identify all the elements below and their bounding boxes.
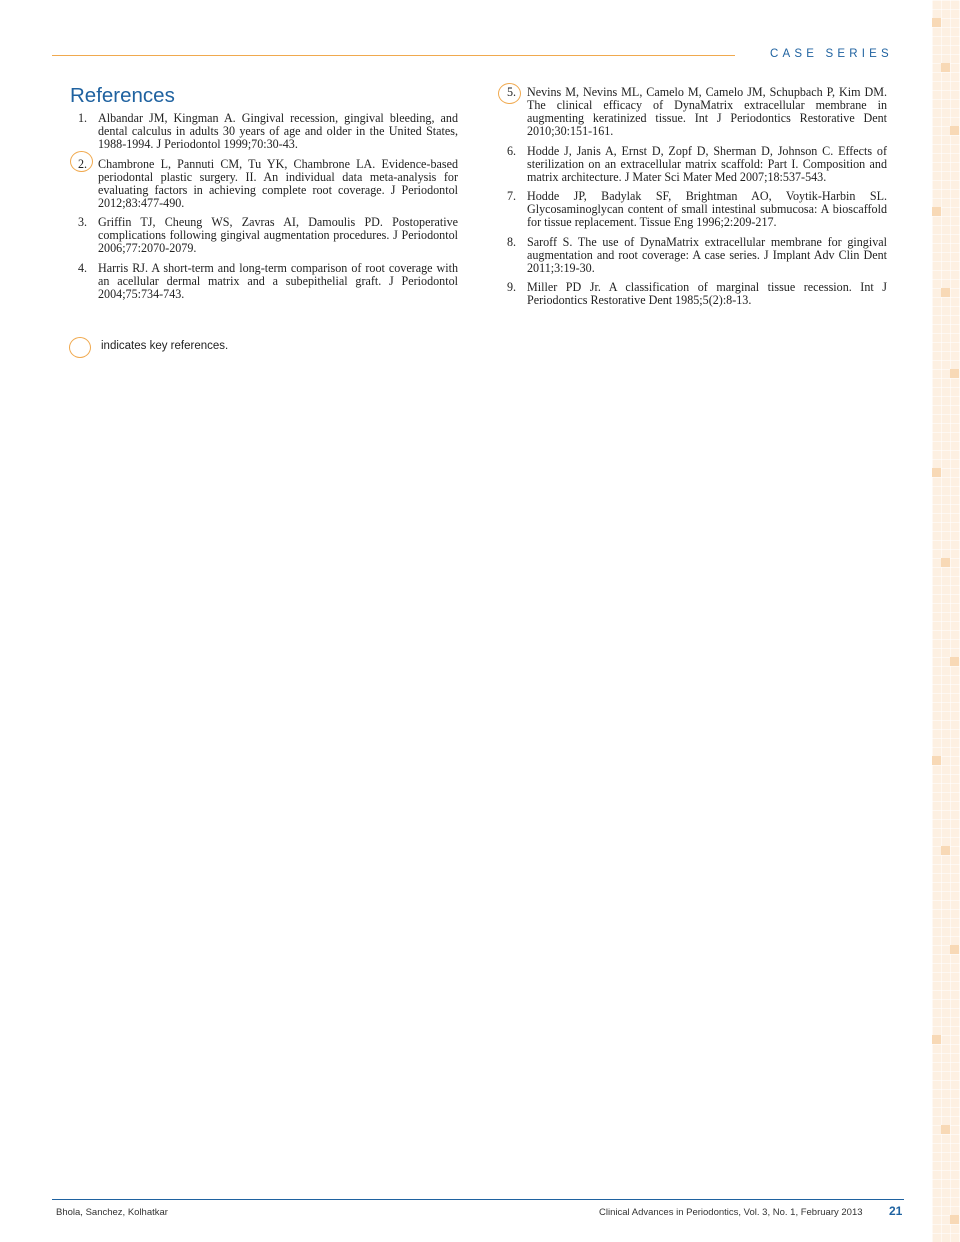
page-number: 21 [889, 1204, 903, 1218]
pattern-block [950, 126, 959, 135]
reference-item [78, 111, 458, 151]
pattern-block [932, 756, 941, 765]
reference-number: 9. [507, 280, 517, 294]
reference-text: Nevins M, Nevins ML, Camelo M, Camelo JM, Schupbach P, Kim DM. The clinical efficacy of DynaMatrix extracellular membrane in augmenting keratinized tissue. Int J Periodontics Restorative Dent 2010;30:151-161. [527, 85, 887, 138]
pattern-block [950, 945, 959, 954]
reference-number: 3. [78, 215, 88, 229]
reference-number: 1. [78, 111, 88, 125]
reference-item [78, 215, 458, 255]
reference-number: 8. [507, 234, 517, 249]
reference-item [78, 260, 458, 301]
reference-number: 5. [507, 85, 517, 99]
reference-number: 2. [78, 156, 88, 171]
key-reference-legend-icon [69, 337, 91, 358]
pattern-block [941, 846, 950, 855]
pattern-block [950, 1215, 959, 1224]
pattern-block [932, 207, 941, 216]
header-rule [52, 55, 735, 56]
reference-item [507, 189, 887, 229]
pattern-block [932, 1035, 941, 1044]
reference-text: Hodde J, Janis A, Ernst D, Zopf D, Sherman D, Johnson C. Effects of sterilization on an extracellular matrix scaffold: Part I. Composition and matrix architecture. J Mater Sci Mater Med 2007;18:537-543. [527, 143, 887, 184]
references-left-column [78, 111, 458, 307]
reference-item [507, 143, 887, 184]
reference-item [78, 156, 458, 210]
pattern-block [950, 369, 959, 378]
decorative-side-pattern [932, 0, 960, 1242]
reference-item [507, 234, 887, 275]
reference-text: Miller PD Jr. A classification of marginal tissue recession. Int J Periodontics Restorative Dent 1985;5(2):8-13. [527, 280, 887, 307]
pattern-block [932, 468, 941, 477]
pattern-block [941, 558, 950, 567]
reference-number: 7. [507, 189, 517, 203]
pattern-block [941, 288, 950, 297]
pattern-block [932, 18, 941, 27]
references-right-column [507, 85, 887, 314]
reference-text: Harris RJ. A short-term and long-term comparison of root coverage with an acellular dermal matrix and a subepithelial graft. J Periodontol 2004;75:734-743. [98, 260, 458, 301]
reference-number: 6. [507, 143, 517, 158]
reference-item [507, 85, 887, 138]
footer-authors: Bhola, Sanchez, Kolhatkar [56, 1207, 168, 1218]
key-reference-legend: indicates key references. [101, 340, 229, 352]
reference-text: Albandar JM, Kingman A. Gingival recession, gingival bleeding, and dental calculus in adults 30 years of age and older in the United States, 1988-1994. J Periodontol 1999;70:30-43. [98, 111, 458, 151]
footer-rule [52, 1199, 904, 1200]
reference-item [507, 280, 887, 307]
references-heading: References [70, 84, 175, 107]
footer-journal-citation: Clinical Advances in Periodontics, Vol. 3, No. 1, February 2013 [599, 1207, 863, 1218]
reference-text: Griffin TJ, Cheung WS, Zavras AI, Damoulis PD. Postoperative complications following gingival augmentation procedures. J Periodontol 2006;77:2070-2079. [98, 215, 458, 255]
section-label: CASE SERIES [770, 48, 893, 60]
pattern-block [941, 1125, 950, 1134]
reference-text: Chambrone L, Pannuti CM, Tu YK, Chambrone LA. Evidence-based periodontal plastic surgery. II. An individual data meta-analysis for evaluating factors in achieving complete root coverage. J Periodontol 2012;83:477-490. [98, 156, 458, 210]
reference-text: Hodde JP, Badylak SF, Brightman AO, Voytik-Harbin SL. Glycosaminoglycan content of small intestinal submucosa: A bioscaffold for tissue replacement. Tissue Eng 1996;2:209-217. [527, 189, 887, 229]
pattern-block [941, 63, 950, 72]
reference-number: 4. [78, 260, 88, 275]
pattern-block [950, 657, 959, 666]
reference-text: Saroff S. The use of DynaMatrix extracellular membrane for gingival augmentation and root coverage: A case series. J Implant Adv Clin Dent 2011;3:19-30. [527, 234, 887, 275]
